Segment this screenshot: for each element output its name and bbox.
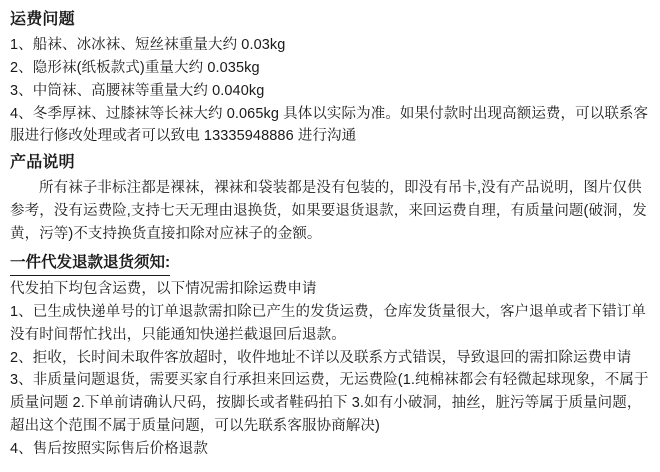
dropship-line-2: 1、已生成快递单号的订单退款需扣除已产生的发货运费，仓库发货量很大，客户退单或者下错订单没有时间帮忙找出，只能通知快递拦截退回后退款。 [10, 303, 646, 343]
shipping-line-3: 3、中筒袜、高腰袜等重量大约 0.040kg [10, 82, 265, 99]
section-product-description [10, 151, 650, 246]
product-description-paragraph: 所有袜子非标注都是裸袜，裸袜和袋装都是没有包装的，即没有吊卡,没有产品说明，图片仅供参考，没有运费险,支持七天无理由退换货，如果要退货退款，来回运费自理，有质量问题(破洞，发黄，污等)不支持换货直接扣除对应袜子的金额。 [10, 180, 647, 242]
section-heading-shipping: 运费问题 [10, 11, 75, 28]
dropship-line-3: 2、拒收，长时间未取件客放超时，收件地址不详以及联系方式错误，导致退回的需扣除运费申请 [10, 349, 632, 366]
shipping-line-4: 4、冬季厚袜、过膝袜等长袜大约 0.065kg 具体以实际为准。如果付款时出现高额运费，可以联系客服进行修改处理或者可以致电 13335948886 进行沟通 [10, 105, 649, 145]
section-shipping [10, 8, 650, 148]
section-heading-dropship: 一件代发退款退货须知: [10, 251, 170, 276]
shipping-line-1: 1、船袜、冰冰袜、短丝袜重量大约 0.03kg [10, 36, 286, 53]
section-heading-product: 产品说明 [10, 154, 75, 172]
dropship-line-5: 4、售后按照实际售后价格退款 [10, 441, 208, 458]
spacer-2 [10, 247, 650, 249]
dropship-line-1: 代发拍下均包含运费，以下情况需扣除运费申请 [10, 280, 317, 297]
section-dropship-refund-notice [10, 251, 650, 461]
section-heading-wrap-dropship [10, 251, 650, 276]
dropship-line-4: 3、非质量问题退货，需要买家自行承担来回运费，无运费险(1.纯棉袜都会有轻微起球现象，不属于质量问题 2.下单前请确认尺码，按脚长或者鞋码拍下 3.如有小破洞，抽丝，脏污等属于质量问题，超出这个范围不属于质量问题，可以先联系客服协商解决) [10, 372, 649, 435]
shipping-line-2: 2、隐形袜(纸板款式)重量大约 0.035kg [10, 59, 260, 76]
